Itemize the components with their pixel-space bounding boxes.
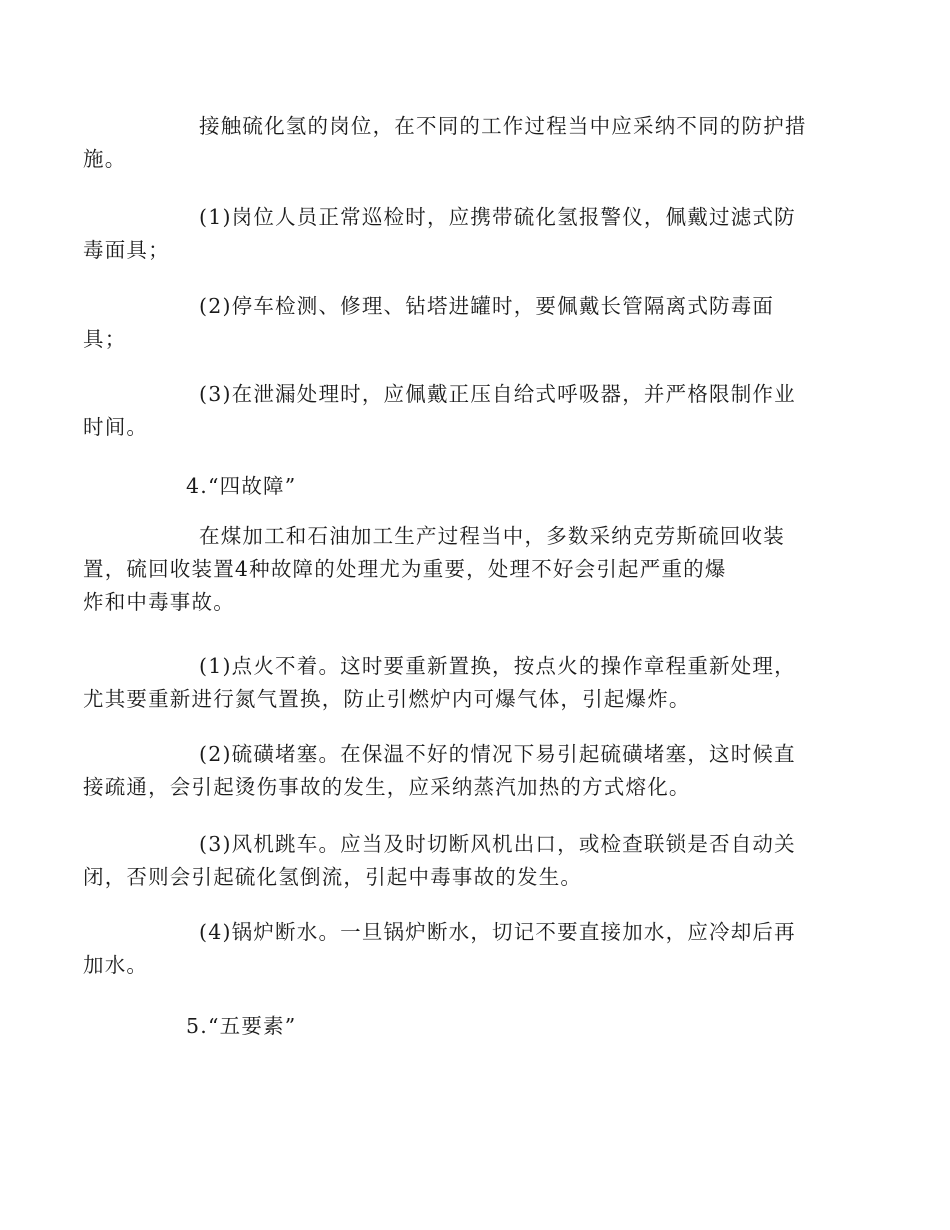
paragraph-fault-1 (83, 650, 806, 716)
paragraph-fault-4 (83, 916, 806, 982)
text-line: 炸和中毒事故。 (83, 590, 235, 614)
text-line: 闭，否则会引起硫化氢倒流，引起中毒事故的发生。 (83, 865, 583, 889)
text-line: 接疏通，会引起烫伤事故的发生，应采纳蒸汽加热的方式熔化。 (83, 775, 691, 799)
text-line: 尤其要重新进行氮气置换，防止引燃炉内可爆气体，引起爆炸。 (83, 687, 691, 711)
paragraph-fault-3 (83, 828, 806, 894)
text-line: 加水。 (83, 953, 149, 977)
paragraph-item-2 (83, 290, 806, 356)
text-line: 在煤加工和石油加工生产过程当中，多数采纳克劳斯硫回收装 (199, 524, 785, 548)
paragraph-item-3 (83, 378, 806, 444)
paragraph-item-1 (83, 201, 806, 267)
text-line: 时间。 (83, 415, 149, 439)
section-heading-four-faults: 4.“四故障” (186, 474, 297, 498)
text-line: 施。 (83, 147, 127, 171)
text-line: (1)点火不着。这时要重新置换，按点火的操作章程重新处理， (199, 654, 796, 678)
paragraph-faults-intro (83, 520, 806, 619)
paragraph-protection-intro (83, 110, 807, 176)
text-line: (3)风机跳车。应当及时切断风机出口，或检查联锁是否自动关 (199, 832, 796, 856)
text-line: 具； (83, 327, 127, 351)
text-line: (2)停车检测、修理、钻塔进罐时，要佩戴长管隔离式防毒面 (199, 294, 775, 318)
text-line: (3)在泄漏处理时，应佩戴正压自给式呼吸器，并严格限制作业 (199, 382, 796, 406)
text-line: 置，硫回收装置4种故障的处理尤为重要，处理不好会引起严重的爆 (83, 557, 727, 581)
text-line: (1)岗位人员正常巡检时，应携带硫化氢报警仪，佩戴过滤式防 (199, 205, 796, 229)
text-line: (2)硫磺堵塞。在保温不好的情况下易引起硫磺堵塞，这时候直 (199, 742, 796, 766)
text-line: 毒面具； (83, 238, 170, 262)
text-line: (4)锅炉断水。一旦锅炉断水，切记不要直接加水，应冷却后再 (199, 920, 796, 944)
text-line: 接触硫化氢的岗位，在不同的工作过程当中应采纳不同的防护措 (199, 114, 807, 138)
section-heading-five-elements: 5.“五要素” (186, 1014, 297, 1038)
paragraph-fault-2 (83, 738, 806, 804)
